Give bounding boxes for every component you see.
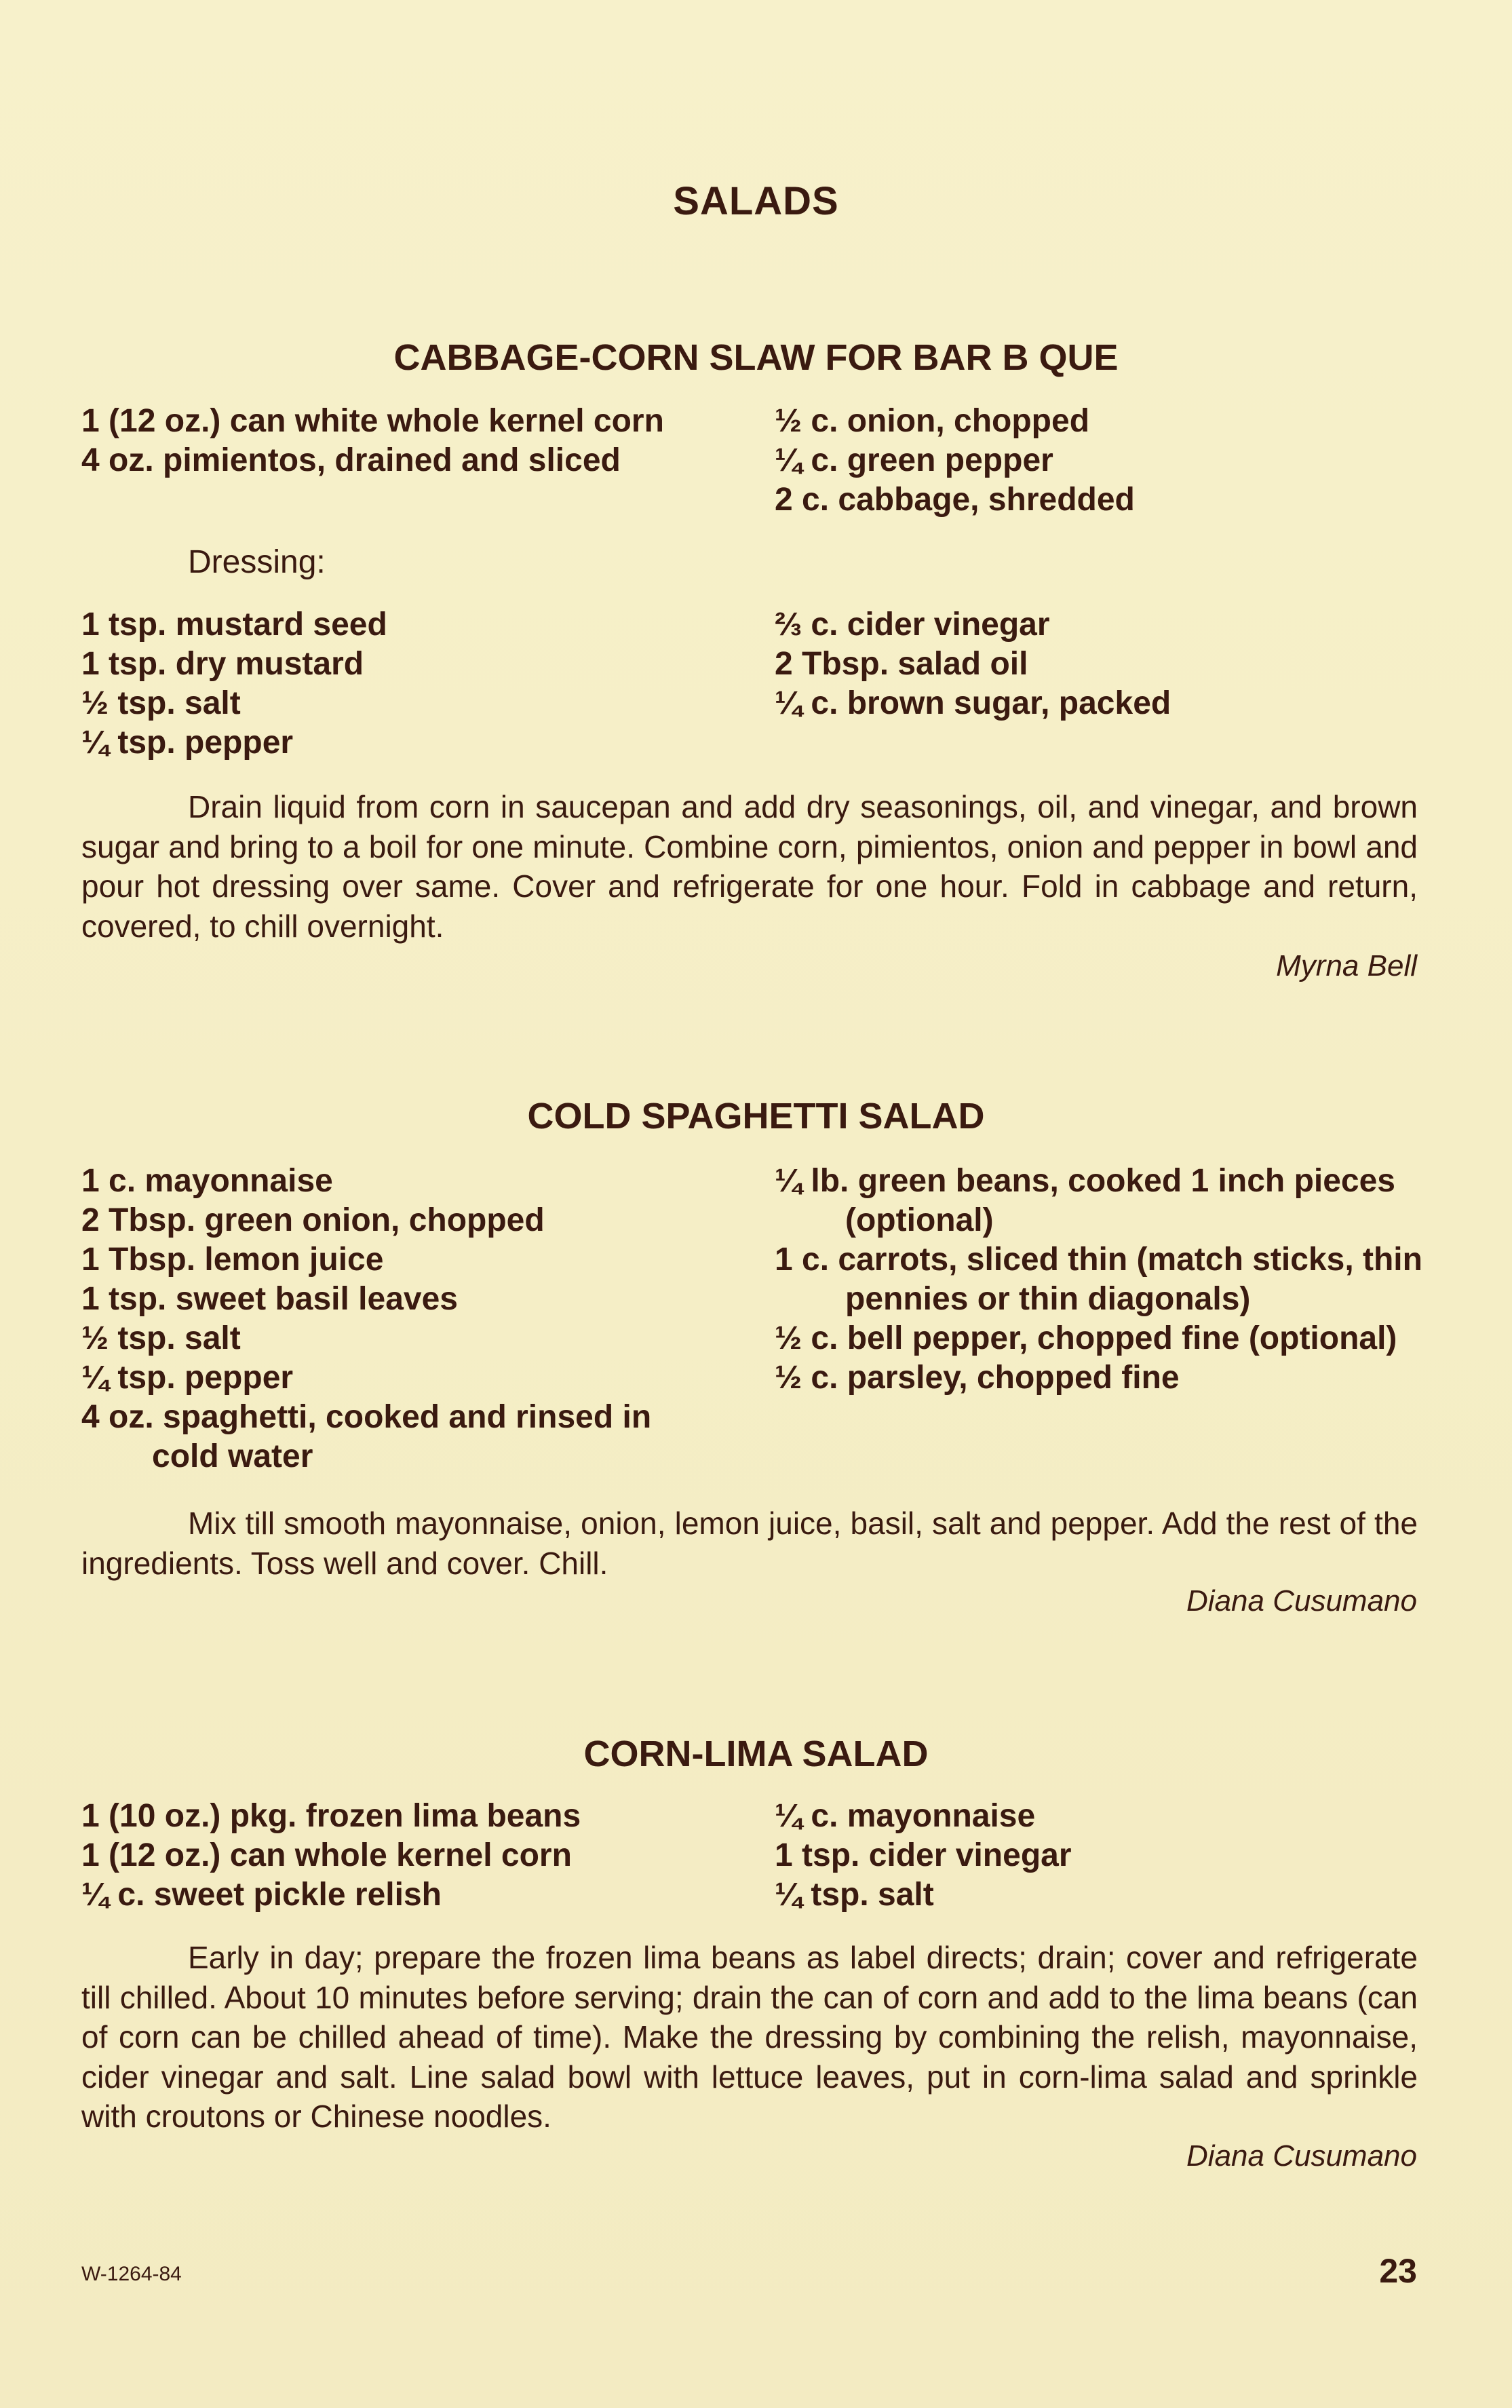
- ingredient-item: 1 (10 oz.) pkg. frozen lima beans: [81, 1798, 581, 1834]
- author-diana-cusumano: Diana Cusumano: [1186, 1584, 1417, 1618]
- ingredient-item: ½ tsp. salt: [81, 685, 241, 721]
- publication-code: W-1264-84: [81, 2263, 182, 2285]
- ingredient-item: 4 oz. spaghetti, cooked and rinsed in cold water: [81, 1399, 652, 1474]
- ingredient-item: 1 Tbsp. lemon juice: [81, 1242, 384, 1278]
- ingredient-item: 1 tsp. cider vinegar: [775, 1837, 1072, 1873]
- ingredient-item: ½ tsp. salt: [81, 1320, 241, 1356]
- ingredients-left-cold-spaghetti-salad: [81, 1162, 705, 1476]
- ingredient-item: ¼ c. sweet pickle relish: [81, 1877, 442, 1913]
- ingredient-item: ¼ tsp. pepper: [81, 725, 294, 761]
- author-myrna-bell: Myrna Bell: [1276, 949, 1417, 982]
- ingredients-left-corn-lima-salad: [81, 1797, 705, 1915]
- recipe-title-cabbage-corn-slaw: CABBAGE-CORN SLAW FOR BAR B QUE: [393, 337, 1119, 378]
- ingredient-item: 1 c. mayonnaise: [81, 1163, 333, 1199]
- page-title: SALADS: [673, 179, 839, 223]
- ingredient-item: 1 (12 oz.) can whole kernel corn: [81, 1837, 572, 1873]
- ingredient-item: 2 Tbsp. green onion, chopped: [81, 1202, 545, 1238]
- page-number: 23: [1379, 2252, 1417, 2290]
- ingredient-item: ¼ c. green pepper: [775, 442, 1053, 478]
- ingredients-right-cabbage-corn-slaw: [775, 402, 1453, 520]
- ingredient-item: ¼ lb. green beans, cooked 1 inch pieces (optional): [775, 1163, 1395, 1238]
- ingredients-right-cold-spaghetti-salad: [775, 1162, 1453, 1398]
- recipe-title-cold-spaghetti-salad: COLD SPAGHETTI SALAD: [527, 1096, 985, 1136]
- ingredients-left-cabbage-corn-slaw: [81, 402, 705, 480]
- ingredient-item: 1 tsp. sweet basil leaves: [81, 1281, 458, 1317]
- directions-cold-spaghetti-salad: Mix till smooth mayonnaise, onion, lemon juice, basil, salt and pepper. Add the rest of the ingredients. Toss well and cover. Chill.: [81, 1506, 1418, 1581]
- directions-corn-lima-salad: Early in day; prepare the frozen lima beans as label directs; drain; cover and refrigerate till chilled. About 10 minutes before serving; drain the can of corn and add to the lima beans (can of corn can be chilled ahead of time). Make the dressing by combining the relish, mayonnaise, cider vinegar and salt. Line salad bowl with lettuce leaves, put in corn-lima salad and sprinkle with croutons or Chinese noodles.: [81, 1940, 1418, 2134]
- directions-cabbage-corn-slaw: Drain liquid from corn in saucepan and add dry seasonings, oil, and vinegar, and brown sugar and bring to a boil for one minute. Combine corn, pimientos, onion and pepper in bowl and pour hot dressing over same. Cover and refrigerate for one hour. Fold in cabbage and return, covered, to chill overnight.: [81, 789, 1418, 944]
- ingredient-item: ¼ c. brown sugar, packed: [775, 685, 1171, 721]
- dressing-ingredients-right: [775, 605, 1453, 723]
- ingredient-item: ½ c. parsley, chopped fine: [775, 1360, 1180, 1396]
- ingredient-item: 4 oz. pimientos, drained and sliced: [81, 442, 621, 478]
- dressing-label: Dressing:: [188, 544, 326, 580]
- ingredients-right-corn-lima-salad: [775, 1797, 1453, 1915]
- ingredient-item: ½ c. onion, chopped: [775, 403, 1090, 439]
- ingredient-item: ⅔ c. cider vinegar: [775, 607, 1050, 643]
- ingredient-item: 1 tsp. dry mustard: [81, 646, 364, 682]
- ingredient-item: ¼ tsp. salt: [775, 1877, 934, 1913]
- dressing-ingredients-left: [81, 605, 705, 763]
- ingredient-item: ½ c. bell pepper, chopped fine (optional): [775, 1320, 1397, 1356]
- ingredient-item: 1 c. carrots, sliced thin (match sticks, thin pennies or thin diagonals): [775, 1242, 1422, 1317]
- ingredient-item: 1 tsp. mustard seed: [81, 607, 387, 643]
- author-diana-cusumano: Diana Cusumano: [1186, 2139, 1417, 2173]
- ingredient-item: ¼ c. mayonnaise: [775, 1798, 1036, 1834]
- recipe-title-corn-lima-salad: CORN-LIMA SALAD: [583, 1734, 929, 1774]
- ingredient-item: 2 Tbsp. salad oil: [775, 646, 1028, 682]
- ingredient-item: 1 (12 oz.) can white whole kernel corn: [81, 403, 664, 439]
- ingredient-item: 2 c. cabbage, shredded: [775, 482, 1135, 518]
- ingredient-item: ¼ tsp. pepper: [81, 1360, 294, 1396]
